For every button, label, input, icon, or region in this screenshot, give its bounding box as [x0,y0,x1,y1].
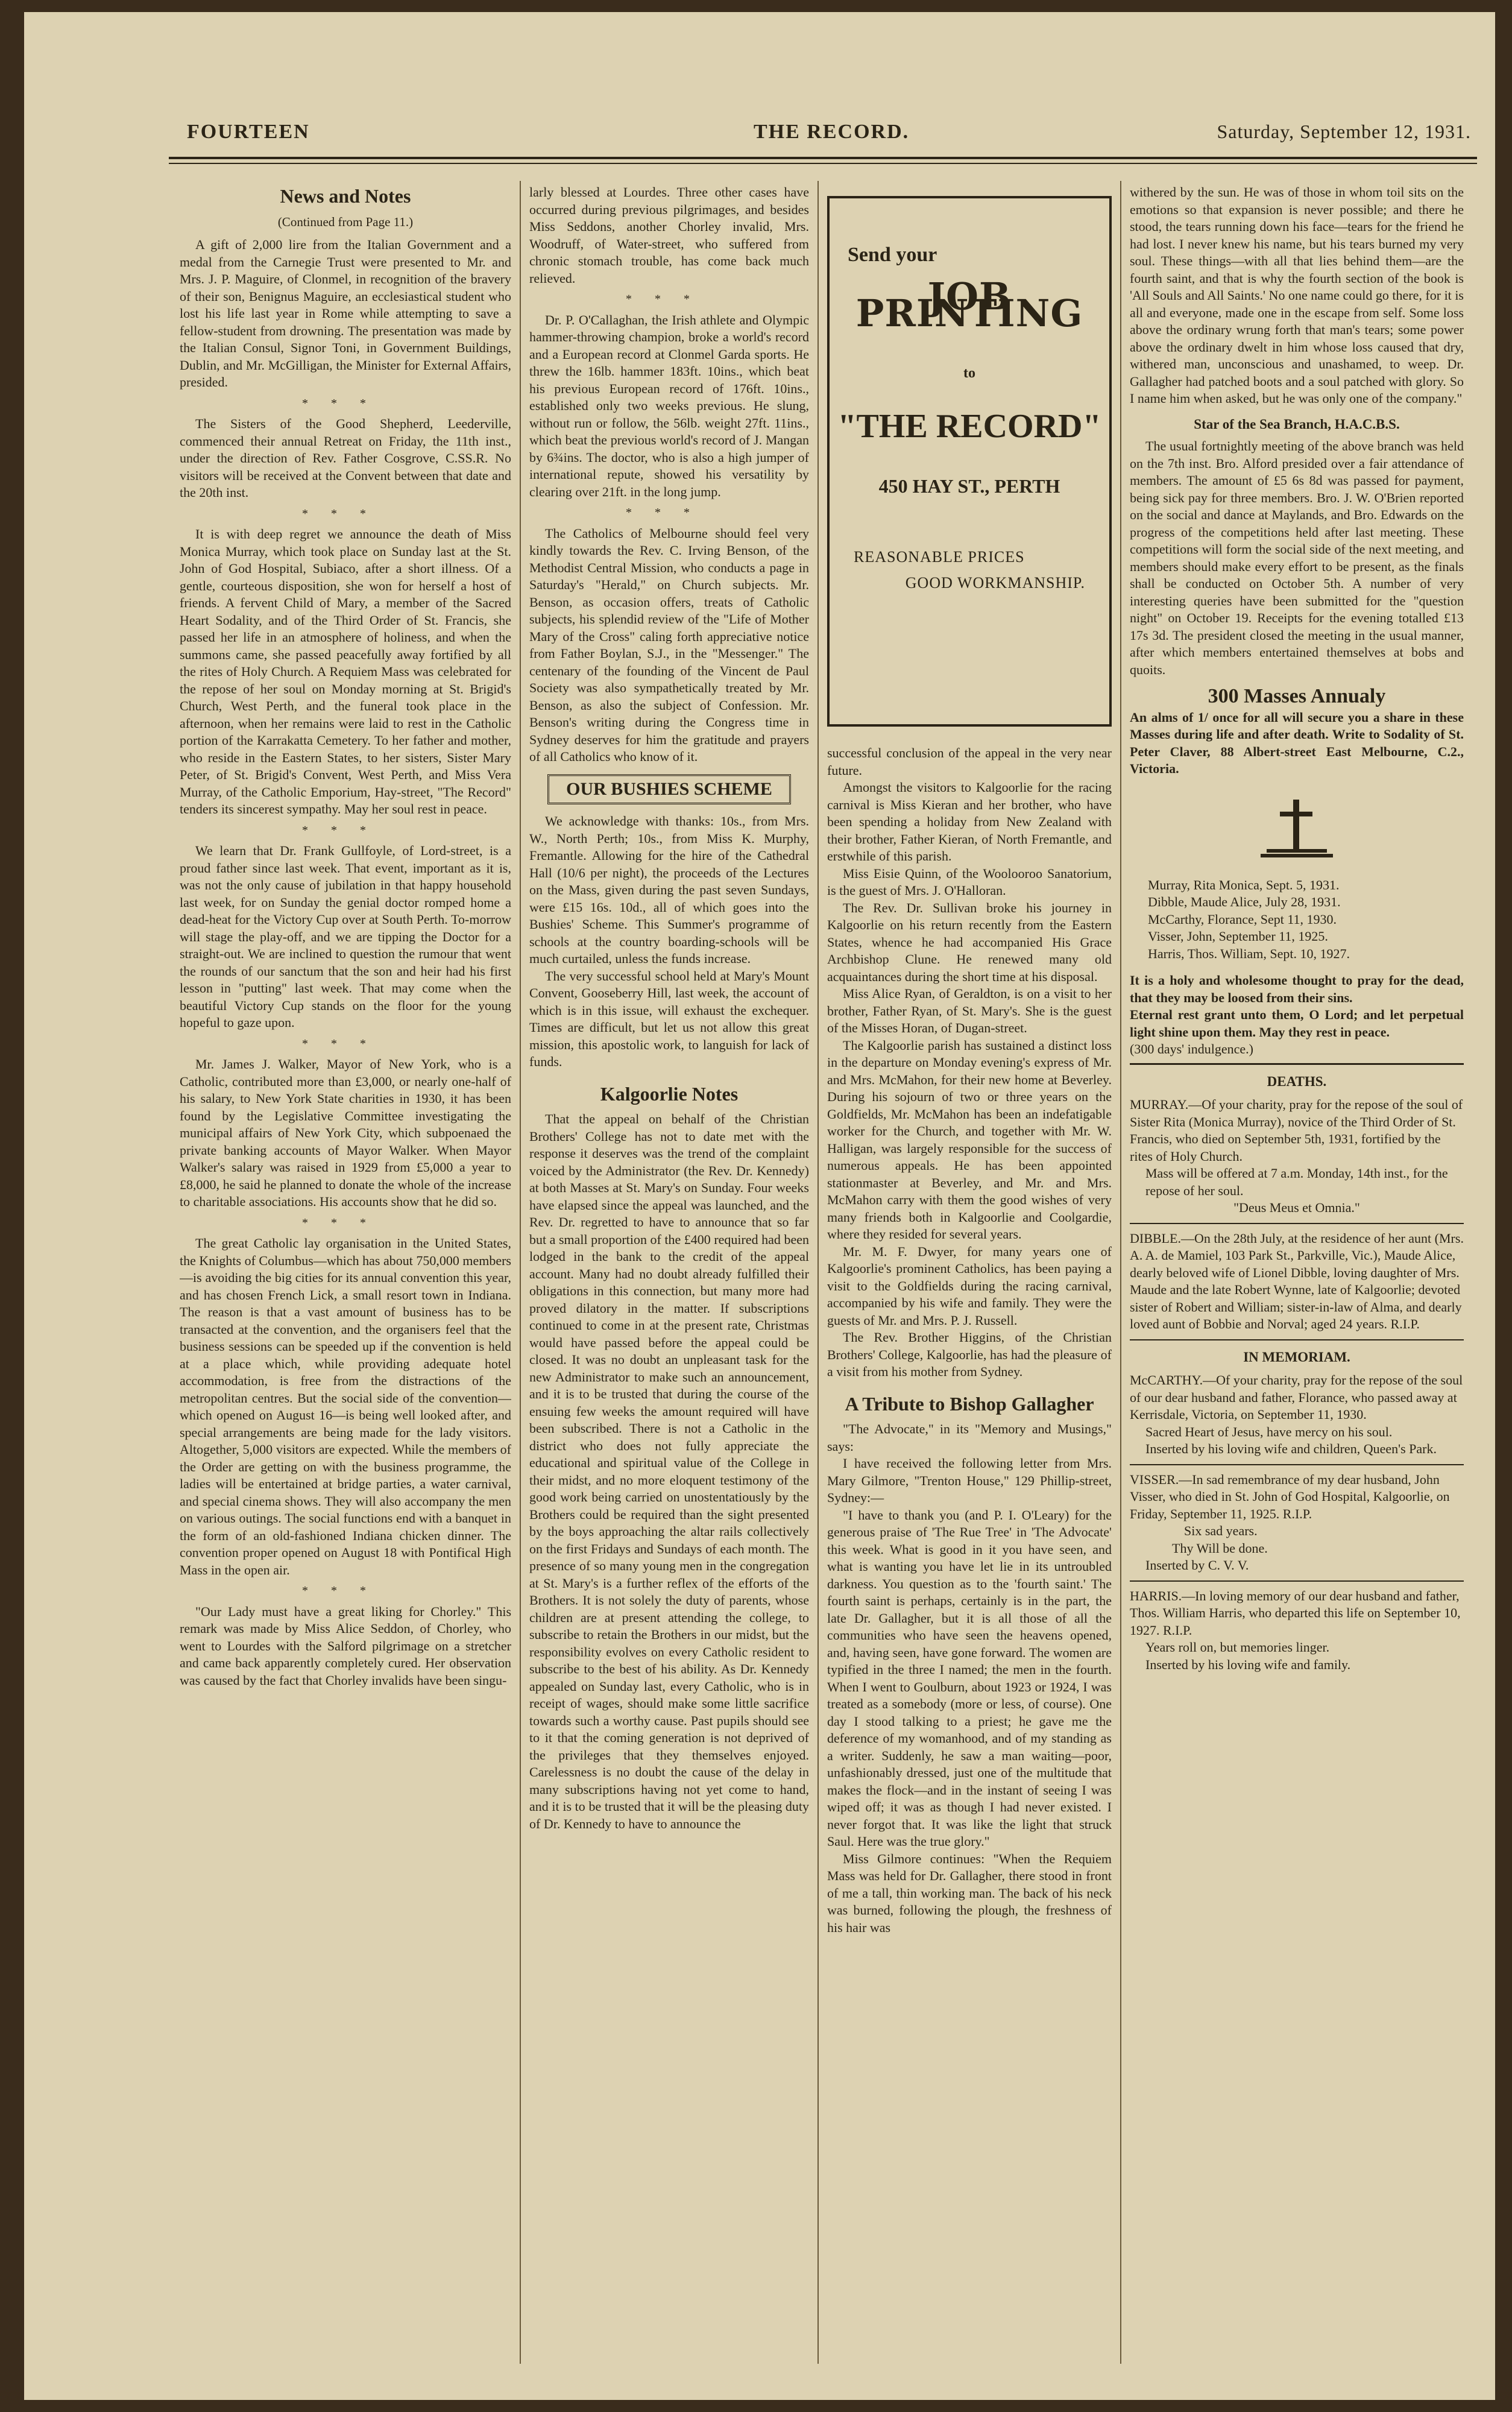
column-divider [817,181,819,2364]
notice-text: Years roll on, but memories linger. [1145,1640,1330,1655]
column-4 [1130,184,1464,2355]
newspaper-page [24,12,1495,2400]
separator-stars: *** [302,1584,389,1597]
paragraph: The usual fortnightly meeting of the above branch was held on the 7th inst. Bro. Alford presided over a fair attendance of members. The amount of £5 6s 8d was passed for payment, being sick pay for three members. Bro. J. W. O'Brien reported on the social and dance at Maylands, and Bro. Edwards on the progress of the competitions held after last meeting. These competitions will form the social side of the next meeting, and members should make every effort to be present, as the finals shall be conducted on October 5th. A number of very interesting queries have been submitted for the "question night" on October 19. Receipts for the evening totalled £13 17s 3d. The president closed the meeting in the usual manner, after which members entertained themselves at bobs and quoits. [1130,438,1464,677]
paragraph: Miss Eisie Quinn, of the Woolooroo Sanatorium, is the guest of Mrs. J. O'Halloran. [827,865,1112,898]
anniversary-list [1130,877,1464,963]
separator-stars: *** [302,823,389,837]
paragraph: Dr. P. O'Callaghan, the Irish athlete and Olympic hammer-throwing champion, broke a world's record and a European record at Clonmel Garda sports. He threw the 16lb. hammer 183ft. 10ins., which beat his previous European record of 176ft. 10ins., established only two weeks previous. He slung, without run or follow, the 56lb. weight 27ft. 11ins., which beat the previous world's record of J. Mangan by 6¾ins. The doctor, who is also a high jumper of international repute, showed his versatility by clearing over 21ft. in the long jump. [529,312,809,499]
cross-icon [1249,796,1345,862]
list-item: Dibble, Maude Alice, July 28, 1931. [1148,894,1341,909]
paragraph: I have received the following letter from Mrs. Mary Gilmore, "Trenton House," 129 Phillip-street, Sydney:— [827,1456,1112,1505]
separator-stars: *** [302,396,389,410]
masses-heading: 300 Masses Annualy [1208,685,1386,707]
paragraph: "The Advocate," in its "Memory and Musings," says: [827,1421,1112,1454]
separator-stars: *** [302,507,389,520]
masthead-rule [169,157,1477,159]
death-notice [1130,1230,1464,1333]
death-notice [1130,1096,1464,1217]
separator-stars: *** [626,292,713,306]
list-item: Harris, Thos. William, Sept. 10, 1927. [1148,946,1350,961]
memoriam-notice [1130,1588,1464,1674]
notice-text: McCARTHY.—Of your charity, pray for the repose of the soul of our dear husband and father, Florance, who passed away at Kerrisdale, Victoria, on September 11, 1930. [1130,1372,1463,1422]
masses-notice: An alms of 1/ once for all will secure you a share in these Masses during life and after death. Write to Sodality of St. Peter Claver, 88 Albert-street East Melbourne, C.2., Victoria. [1130,709,1464,776]
in-memoriam-heading: IN MEMORIAM. [1243,1349,1350,1365]
column-divider [1120,181,1121,2364]
kalgoorlie-notes-heading: Kalgoorlie Notes [600,1082,739,1105]
notice-text: Inserted by his loving wife and family. [1145,1656,1351,1672]
notice-text: MURRAY.—Of your charity, pray for the repose of the soul of Sister Rita (Monica Murray), novice of the Third Order of St. Francis, who died on September 5th, 1931, fortified by the rites of Holy Church. [1130,1097,1463,1164]
paragraph: successful conclusion of the appeal in the very near future. [827,745,1112,778]
deaths-heading: DEATHS. [1267,1073,1327,1089]
section-rule [1130,1580,1464,1582]
separator-stars: *** [302,1037,389,1050]
issue-date: Saturday, September 12, 1931. [1217,121,1471,142]
notice-text: "Deus Meus et Omnia." [1233,1200,1360,1215]
list-item: McCarthy, Florance, Sept 11, 1930. [1148,911,1337,927]
notice-text: HARRIS.—In loving memory of our dear husband and father, Thos. William Harris, who departed this life on September 10, 1927. R.I.P. [1130,1588,1461,1638]
section-rule [1130,1223,1464,1224]
notice-text: VISSER.—In sad remembrance of my dear husband, John Visser, who died in St. John of God Hospital, Kalgoorlie, on Friday, September 11, 1925. R.I.P. [1130,1471,1450,1521]
list-item: Visser, John, September 11, 1925. [1148,929,1328,944]
section-rule [1130,1464,1464,1465]
column-divider [520,181,521,2364]
tribute-heading: A Tribute to Bishop Gallagher [845,1392,1094,1415]
separator-stars: *** [626,506,713,519]
paragraph: The great Catholic lay organisation in the United States, the Knights of Columbus—which has about 750,000 members—is avoiding the big cities for its annual convention this year, and has chosen French Lick, a small resort town in Indiana. The reason is that a vast amount of business has to be transacted at the convention, and the organisers feel that the business sessions can be speeded up if the convention is held at a place which, while providing adequate hotel accommodation, is free from the distractions of the metropolitan centres. But the social side of the convention—which opened on August 16—is being well looked after, and special arrangements are being made for the lady visitors. Altogether, 5,000 visitors are expected. While the members of the Order are getting on with the business programme, the ladies will be entertained at bridge parties, a water carnival, and special cinema shows. They will also accompany the men on various outings. The social functions end with a banquet in the form of an old-fashioned Indiana chicken dinner. The convention proper opened on August 18 with Pontifical High Mass in the open air. [180,1236,511,1577]
column-1 [180,184,511,2355]
paragraph: The Kalgoorlie parish has sustained a distinct loss in the departure on Monday evening's express of Mr. and Mrs. McMahon, for their new home at Beverley. During his sojourn of two or three years on the Goldfields, Mr. McMahon has been an indefatigable worker for the Church, and together with Mr. W. Halligan, was largely responsible for the success of numerous appeals. He has been appointed stationmaster at Beverley, and Mr. and Mrs. McMahon carry with them the good wishes of very many friends both in Kalgoorlie and Coolgardie, where they resided for several years. [827,1037,1112,1242]
indulgence-note: (300 days' indulgence.) [1130,1041,1253,1056]
notice-text: Inserted by his loving wife and children, Queen's Park. [1145,1441,1437,1456]
memoriam-notice [1130,1372,1464,1458]
prayer-text: It is a holy and wholesome thought to pray for the dead, that they may be loosed from their sins. [1130,973,1464,1005]
paragraph: The Sisters of the Good Shepherd, Leederville, commenced their annual Retreat on Friday, the 11th inst., under the direction of Rev. Father Cosgrove, C.SS.R. No visitors will be received at the Convent between that date and the 20th inst. [180,416,511,500]
notice-text: DIBBLE.—On the 28th July, at the residence of her aunt (Mrs. A. A. de Mamiel, 103 Park St., Parkville, Vic.), Maude Alice, dearly beloved wife of Lionel Dibble, loving daughter of Mrs. Maude and the late Robert Wynne, late of Kalgoorlie; devoted sister of Robert and William; sister-in-law of Alma, and dearly loved aunt of Bobbie and Norval; aged 24 years. R.I.P. [1130,1230,1464,1331]
notice-text: Mass will be offered at 7 a.m. Monday, 14th inst., for the repose of her soul. [1145,1166,1448,1198]
paragraph: The Rev. Dr. Sullivan broke his journey in Kalgoorlie on his return recently from the Eastern States, whence he had accompanied His Grace Archbishop Clune. He renewed many old acquaintances during the short time at his disposal. [827,900,1112,984]
masthead [187,121,1471,151]
section-rule [1130,1063,1464,1065]
ad-paper-name: "THE RECORD" [837,408,1101,445]
paragraph: The very successful school held at Mary's Mount Convent, Gooseberry Hill, last week, the account of which is in this issue, will exhaust the exchequer. Times are difficult, but let us not allow this great mission, this apostolic work, to languish for lack of funds. [529,968,809,1069]
ad-headline: JOB PRINTING [855,274,1083,335]
paragraph: Miss Alice Ryan, of Geraldton, is on a visit to her brother, Father Ryan, of St. Mary's. She is the guest of the Misses Horan, of Dugan-street. [827,986,1112,1035]
paragraph: Amongst the visitors to Kalgoorlie for the racing carnival is Miss Kieran and her brother, who have been spending a holiday from New Zealand with their brother, Father Kieran, of North Fremantle, and erstwhile of this parish. [827,780,1112,863]
ad-line: Send your [848,244,937,266]
job-printing-advertisement [827,196,1112,727]
paragraph: Mr. James J. Walker, Mayor of New York, who is a Catholic, contributed more than £3,000, or nearly one-half of his salary, to New York State charities in 1930, it has been found by the Legislative Committee investigating the municipal affairs of New York City, which subpoenaed the private banking accounts of Mayor Walker. When Mayor Walker's salary was raised in 1929 from £5,000 a year to £8,000, he said he planned to donate the whole of the increase to charitable associations. His accounts show that he did so. [180,1056,511,1209]
paragraph: Miss Gilmore continues: "When the Requiem Mass was held for Dr. Gallagher, there stood in front of me a tall, thin working man. The back of his neck was burned, following the plough, the freshness of his hair was [827,1851,1112,1935]
paragraph: The Rev. Brother Higgins, of the Christian Brothers' College, Kalgoorlie, has had the pleasure of a visit from his mother from Sydney. [827,1330,1112,1379]
column-2 [529,184,809,2355]
paragraph: Mr. M. F. Dwyer, for many years one of Kalgoorlie's prominent Catholics, has been paying a visit to the Goldfields during the racing carnival, accompanied by his wife and family. They were the guests of Mr. and Mrs. P. J. Russell. [827,1243,1112,1328]
paragraph: That the appeal on behalf of the Christian Brothers' College has not to date met with the response it deserves was the trend of the complaint voiced by the Administrator (the Rev. Dr. Kennedy) at both Masses at St. Mary's on Sunday. Four weeks have elapsed since the appeal was launched, and the Rev. Dr. regretted to have to announce that so far but a small proportion of the £400 required had been lodged in the bank to the credit of the appeal account. Many had no doubt already fulfilled their obligations in this connection, but many more had proved dilatory in the matter. If subscriptions continued to come in at the present rate, Christmas would have passed before the appeal could be closed. It was no doubt an unpleasant task for the new Administrator to make such an announcement, and it is to be trusted that during the course of the ensuing few weeks the amount required will have been subscribed. There is not a Catholic in the district who does not fully appreciate the educational and spiritual value of the College in their midst, and no more eloquent testimony of the good work being carried on unostentatiously by the Brothers could be required than the sight presented by the boys approaching the altar rails collectively on the first Fridays and Sundays of each month. The presence of so many young men in the congregation at St. Mary's is a further reflex of the efforts of the Brothers. It is not solely the duty of parents, whose children are at present attending the college, to subscribe to retain the Brothers in our midst, but the responsibility evolves on every Catholic resident to subscribe to the best of his ability. As Dr. Kennedy appealed on Sunday last, every Catholic, who is in receipt of wages, should make some little sacrifice towards such a worthy cause. Past pupils should see to it that the coming generation is not deprived of the privileges that they themselves enjoyed. Carelessness is no doubt the cause of the delay in many subscriptions having not yet come to hand, and it is to be trusted that it will be the pleasing duty of Dr. Kennedy to have to announce the [529,1111,809,1831]
prayer-text: Eternal rest grant unto them, O Lord; and let perpetual light shine upon them. May they rest in peace. [1130,1007,1464,1040]
ad-line: REASONABLE PRICES [854,548,1025,566]
notice-text: Six sad years. [1184,1523,1258,1538]
paragraph: withered by the sun. He was of those in whom toil sits on the emotions so that expansion is never possible; and there he stood, the tears running down his face—tears for the friend he had lost. I never knew his name, but his tears burned my very soul. These things—with all that lies behind them—are the fourth saint, and that is why the fourth section of the book is 'All Souls and All Saints.' No one name could go there, for it is all and everyone, made one in the escape from self. Some loss above the ordinary wrung forth that man's tears; some power above the ordinary dwelt in him whose loss caused that dry, withered man, unconscious and unashamed, to weep. Dr. Gallagher had patched boots and a soul patched with glory. So I name him when asked, but he was only one of the company." [1130,185,1464,406]
ad-line: to [963,365,975,381]
notice-text: Thy Will be done. [1172,1540,1268,1556]
list-item: Murray, Rita Monica, Sept. 5, 1931. [1148,877,1340,892]
paragraph: The Catholics of Melbourne should feel very kindly towards the Rev. C. Irving Benson, of the Methodist Central Mission, who conducts a page in Saturday's "Herald," on Church subjects. Mr. Benson, as occasion offers, treats of Catholic subjects, his splendid review of the "Life of Mother Mary of the Cross" caling forth appreciative notice from Father Boylan, S.J., in the "Messenger." The centenary of the founding of the Vincent de Paul Society was also sympathetically treated by Mr. Benson, as also the subject of Confession. Mr. Benson's writing during the Congress time in Sydney deserves for him the gratitude and prayers of all Catholics who know of it. [529,525,809,764]
continued-note: (Continued from Page 11.) [277,214,414,229]
memoriam-notice [1130,1471,1464,1574]
paper-title: THE RECORD. [754,121,910,143]
paragraph: larly blessed at Lourdes. Three other cases have occurred during previous pilgrimages, and besides Miss Seddons, another Chorley invalid, Mrs. Woodruff, of Water-street, who suffered from chronic stomach trouble, has come back much relieved. [529,185,809,286]
bushies-scheme-heading: OUR BUSHIES SCHEME [547,774,791,805]
paragraph: We acknowledge with thanks: 10s., from Mrs. W., North Perth; 10s., from Miss K. Murphy, Fremantle. Allowing for the hire of the Cathedral Hall (10/6 per night), the proceeds of the Lectures on the Mass, given during the past seven Sundays, were £15 16s. 10d., all of which goes into the Bushies' Scheme. This Summer's programme of schools at the country boarding-schools will be much curtailed, unless the funds increase. [529,813,809,966]
separator-stars: *** [302,1216,389,1230]
page-number: FOURTEEN [187,121,310,143]
paragraph: It is with deep regret we announce the death of Miss Monica Murray, which took place on Sunday last at the St. John of God Hospital, Subiaco, after a short illness. Of a gentle, courteous disposition, she won for herself a host of friends. A fervent Child of Mary, a member of the Sacred Heart Sodality, and of the Third Order of St. Francis, she passed her life in an atmosphere of holiness, and when the summons came, she passed peacefully away fortified by all the rites of Holy Church. A Requiem Mass was celebrated for the repose of her soul on Monday morning at St. Brigid's Church, West Perth, and the funeral took place in the afternoon, when her remains were laid to rest in the Catholic portion of the Karrakatta Cemetery. To her father and mother, who reside in the Eastern States, to her sisters, Sister Mary Peter, of St. Brigid's Convent, West Perth, and Miss Vera Murray, of the Catholic Emporium, Hay-street, "The Record" tenders its sincerest sympathy. May her soul rest in peace. [180,526,511,816]
masthead-rule-thin [169,163,1477,164]
paragraph: A gift of 2,000 lire from the Italian Government and a medal from the Carnegie Trust were presented to Mr. and Mrs. J. P. Maguire, of Clonmel, in recognition of the bravery of their son, Benignus Maguire, an ecclesiastical student who lost his life last year in Rome while attempting to save a fellow-student from drowning. The presentation was made by the Italian Consul, Signor Toni, in Government Buildings, Dublin, and Mr. McGilligan, the Minister for External Affairs, presided. [180,237,511,390]
paragraph: "Our Lady must have a great liking for Chorley." This remark was made by Miss Alice Seddon, of Chorley, who went to Lourdes with the Salford pilgrimage on a stretcher and came back apparently completely cured. Her observation was caused by the fact that Chorley invalids have been singu- [180,1603,511,1688]
ad-address: 450 HAY ST., PERTH [878,475,1060,497]
section-rule [1130,1339,1464,1340]
news-notes-heading: News and Notes [280,185,411,207]
ad-line: GOOD WORKMANSHIP. [905,573,1085,592]
paragraph: "I have to thank you (and P. I. O'Leary) for the generous praise of 'The Rue Tree' in 'The Advocate' this week. What is good in it you have seen, and what is wanting you have let lie in its untroubled darkness. You question as to the 'fourth saint.' The fourth saint is perhaps, certainly is in the part, the late Dr. Gallagher, but it is all those of all the communities who have seen the heavens opened, and, having seen, have gone forward. The women are typified in the three I named; the men in the fourth. When I went to Goulburn, about 1923 or 1924, I was treated as a somebody (more or less, of course). One day I stood talking to a priest; he gave me the deference of my womanhood, and of my standing as a writer. Suddenly, he saw a man waiting—poor, unfashionably dressed, just one of the multitude that makes the flock—and in the instant of seeing I was wiped off; it was as though I had never existed. I never forgot that. It was like the light that struck Saul. Here was the true glory." [827,1507,1112,1849]
notice-text: Sacred Heart of Jesus, have mercy on his soul. [1145,1424,1393,1439]
notice-text: Inserted by C. V. V. [1145,1558,1249,1573]
column-3 [827,184,1112,2355]
star-of-the-sea-heading: Star of the Sea Branch, H.A.C.B.S. [1194,416,1400,432]
paragraph: We learn that Dr. Frank Gullfoyle, of Lord-street, is a proud father since last week. That event, important as it is, was not the only cause of jubilation in that happy household last week, for on Sunday the genial doctor romped home a dead-heat for the Victory Cup over at South Perth. To-morrow will stage the play-off, and we are tipping the Doctor for a straight-out. We are inclined to question the rumour that went the rounds of our sanctum that the son and heir had his first lesson in "putting" last week. That may come when the beautiful Victory Cup stands on the floor for the young hopeful to gaze upon. [180,843,511,1030]
